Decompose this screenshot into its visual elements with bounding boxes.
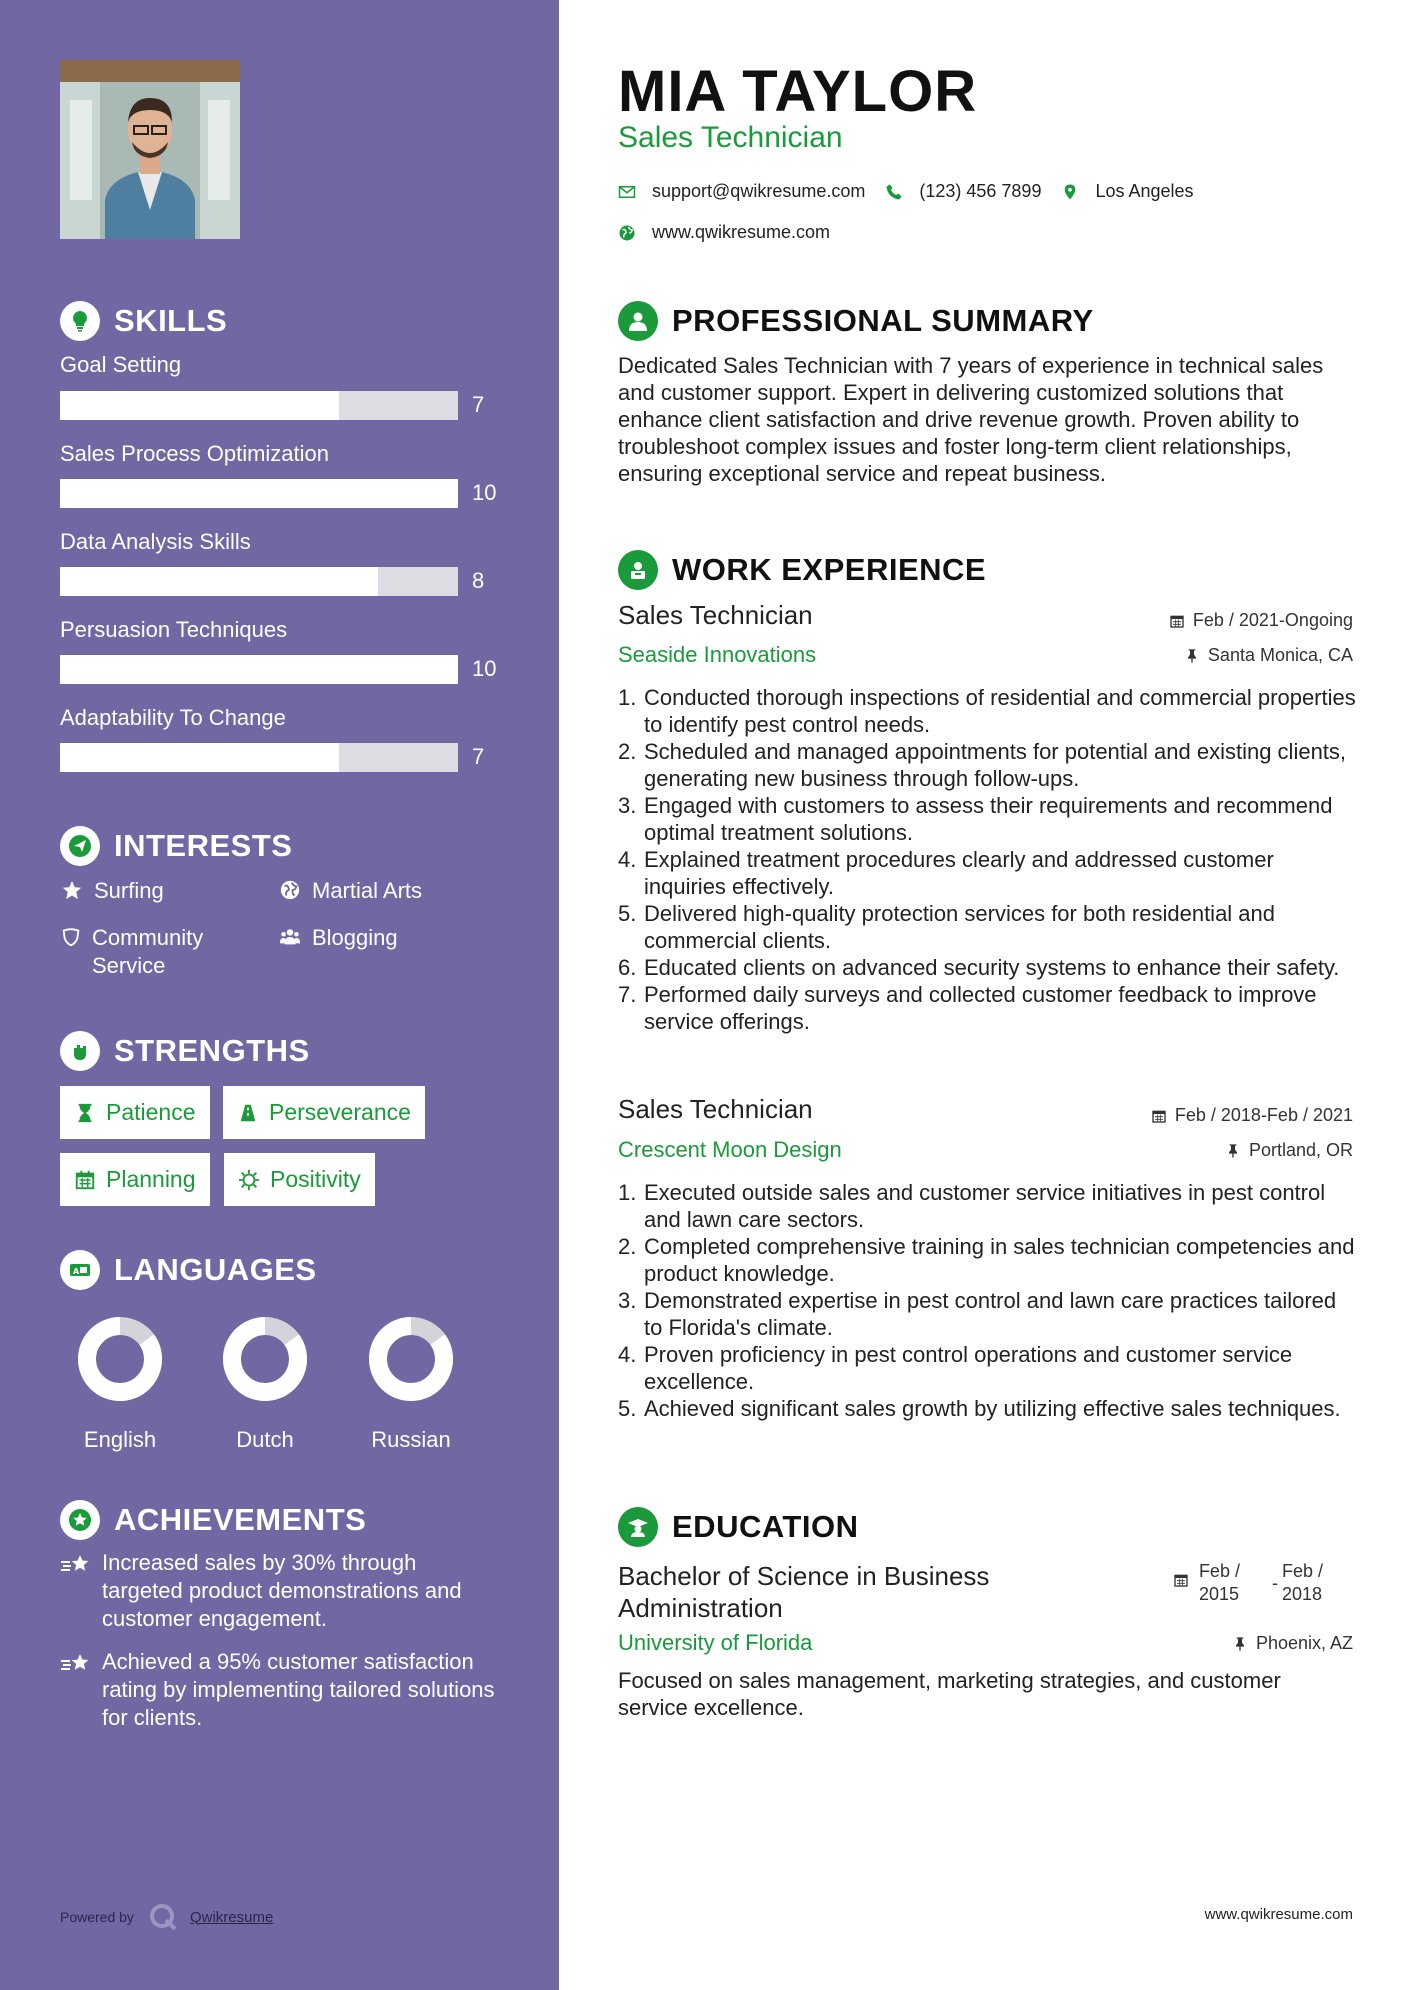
- skill-label: Data Analysis Skills: [60, 529, 251, 554]
- skills-heading-text: SKILLS: [114, 303, 228, 338]
- skill-bar: [60, 655, 458, 684]
- achievement-text: Achieved a 95% customer satisfaction rating by implementing tailored solutions for clients.: [102, 1649, 495, 1730]
- list-item: 4. Proven proficiency in pest control operations and customer service excellence.: [618, 1342, 1293, 1394]
- list-item: 5. Delivered high-quality protection services for both residential and commercial clients.: [618, 901, 1276, 953]
- calendar-icon: [74, 1169, 96, 1191]
- paper-plane-icon: [60, 826, 100, 866]
- qwikresume-link[interactable]: Qwikresume: [189, 1908, 274, 1926]
- language-label: English: [83, 1427, 157, 1452]
- skill-bar: [60, 743, 458, 772]
- job-location-text: Portland, OR: [1248, 1140, 1353, 1160]
- shooting-star-icon: [60, 1549, 92, 1633]
- education-text: Focused on sales management, marketing strategies, and customer service excellence.: [618, 1668, 1281, 1720]
- list-item: 3. Engaged with customers to assess their requirements and recommend optimal treatment solutions.: [618, 793, 1333, 845]
- list-item: 7. Performed daily surveys and collected customer feedback to improve service offerings.: [618, 982, 1317, 1034]
- shooting-star-icon: [60, 1648, 92, 1732]
- job-location: [1184, 645, 1353, 666]
- skill-bar: [60, 479, 458, 508]
- pushpin-icon: [1184, 648, 1200, 664]
- interest-label: Community Service: [92, 925, 204, 978]
- languages-heading-text: LANGUAGES: [114, 1252, 317, 1287]
- education-start: Feb / 2015: [1198, 1561, 1240, 1604]
- language-item: [200, 1315, 330, 1453]
- skill-value: 8: [472, 568, 485, 593]
- calendar-icon: [1151, 1108, 1167, 1124]
- education-heading-text: EDUCATION: [672, 1509, 859, 1544]
- skill-value: 7: [472, 392, 485, 417]
- globe-icon: [618, 224, 638, 242]
- interest-item: [60, 924, 250, 980]
- strength-label: Positivity: [270, 1166, 361, 1192]
- strength-label: Perseverance: [269, 1099, 411, 1125]
- skill-value: 10: [472, 480, 497, 505]
- skill-value: 10: [472, 656, 497, 681]
- education-location-text: Phoenix, AZ: [1255, 1633, 1353, 1653]
- skill-bar-fill: [60, 567, 378, 596]
- strength-badge: [223, 1086, 425, 1139]
- job-company: Seaside Innovations: [618, 642, 817, 667]
- globe-icon: [278, 877, 302, 901]
- interests-heading-text: INTERESTS: [114, 828, 293, 863]
- job-bullets: [618, 684, 1358, 1035]
- skills-heading: [60, 301, 227, 341]
- skill-bar-fill: [60, 479, 458, 508]
- language-ring: [221, 1315, 309, 1403]
- summary-heading: [618, 301, 1094, 341]
- achievements-heading-text: ACHIEVEMENTS: [114, 1502, 367, 1537]
- translate-icon: [60, 1250, 100, 1290]
- experience-heading: [618, 550, 986, 590]
- fist-icon: [60, 1031, 100, 1071]
- hourglass-icon: [74, 1102, 96, 1124]
- strength-badge: [60, 1086, 210, 1139]
- skill-bar-fill: [60, 655, 458, 684]
- skill-label: Persuasion Techniques: [60, 617, 288, 642]
- interests-heading: [60, 826, 292, 866]
- person-name: MIA TAYLOR: [618, 59, 978, 124]
- skill-value: 7: [472, 744, 485, 769]
- person-title: Sales Technician: [618, 121, 843, 154]
- powered-by: [60, 1902, 273, 1932]
- degree-line: Bachelor of Science in Business: [618, 1561, 990, 1591]
- list-item: 5. Achieved significant sales growth by utilizing effective sales techniques.: [618, 1396, 1341, 1421]
- star-icon: [60, 877, 84, 901]
- qwikresume-logo-icon: [148, 1902, 178, 1932]
- user-icon: [618, 301, 658, 341]
- sun-icon: [238, 1169, 260, 1191]
- sidebar: [0, 0, 559, 1990]
- list-item: 4. Explained treatment procedures clearly and addressed customer inquiries effectively.: [618, 847, 1274, 899]
- star-badge-icon: [60, 1500, 100, 1540]
- job-bullets: [618, 1179, 1358, 1422]
- phone-text: (123) 456 7899: [919, 181, 1042, 201]
- users-icon: [278, 924, 302, 948]
- graduate-icon: [618, 1507, 658, 1547]
- strengths-heading-text: STRENGTHS: [114, 1033, 310, 1068]
- pushpin-icon: [1232, 1636, 1248, 1652]
- pushpin-icon: [1225, 1143, 1241, 1159]
- website-row: [618, 222, 830, 243]
- strength-label: Patience: [106, 1099, 196, 1125]
- list-item: 6. Educated clients on advanced security systems to enhance their safety.: [618, 955, 1340, 980]
- envelope-icon: [618, 183, 638, 201]
- skill-bar: [60, 391, 458, 420]
- job-dates: [1151, 1105, 1353, 1126]
- education-heading: [618, 1507, 858, 1547]
- briefcase-user-icon: [618, 550, 658, 590]
- language-item: [346, 1315, 476, 1453]
- job-location: [1225, 1140, 1353, 1161]
- interest-label: Martial Arts: [312, 878, 423, 903]
- language-label: Russian: [371, 1427, 451, 1452]
- job-dates: [1169, 610, 1353, 631]
- experience-heading-text: WORK EXPERIENCE: [672, 552, 987, 587]
- language-label: Dutch: [236, 1427, 294, 1452]
- date-separator: -: [1271, 1573, 1278, 1593]
- achievement-item: [60, 1648, 500, 1732]
- list-item: 1. Executed outside sales and customer service initiatives in pest control and lawn care sectors.: [618, 1180, 1326, 1232]
- phone-icon: [885, 183, 905, 201]
- job-role: Sales Technician: [618, 600, 813, 630]
- lightbulb-icon: [60, 301, 100, 341]
- skill-label: Adaptability To Change: [60, 705, 286, 730]
- strength-badge: [224, 1153, 375, 1206]
- interest-item: [278, 877, 422, 905]
- education-school: University of Florida: [618, 1630, 813, 1655]
- achievements-heading: [60, 1500, 366, 1540]
- education-degree: [618, 1560, 1058, 1624]
- list-item: 1. Conducted thorough inspections of residential and commercial properties to identify pest control needs.: [618, 685, 1356, 737]
- education-end: Feb / 2018: [1281, 1561, 1323, 1604]
- strength-badge: [60, 1153, 210, 1206]
- languages-heading: [60, 1250, 317, 1290]
- contact-row: [618, 181, 1194, 202]
- education-dates: [1173, 1560, 1323, 1606]
- website-link[interactable]: www.qwikresume.com: [652, 222, 831, 242]
- skill-bar-fill: [60, 743, 339, 772]
- interest-item: [60, 877, 164, 905]
- calendar-icon: [1169, 613, 1185, 629]
- achievement-text: Increased sales by 30% through targeted product demonstrations and customer engagement.: [102, 1550, 462, 1631]
- shield-icon: [60, 924, 82, 948]
- interest-label: Blogging: [312, 925, 398, 950]
- summary-heading-text: PROFESSIONAL SUMMARY: [672, 303, 1094, 338]
- language-item: [55, 1315, 185, 1453]
- skill-label: Sales Process Optimization: [60, 441, 329, 466]
- interest-label: Surfing: [94, 878, 164, 903]
- skill-bar-fill: [60, 391, 339, 420]
- calendar-icon: [1173, 1572, 1189, 1588]
- strengths-heading: [60, 1031, 310, 1071]
- email-link[interactable]: support@qwikresume.com: [652, 181, 866, 201]
- skill-label: Goal Setting: [60, 352, 182, 377]
- achievement-item: [60, 1549, 500, 1633]
- svg-text:A: A: [73, 1267, 80, 1276]
- map-pin-icon: [1061, 183, 1081, 201]
- job-role: Sales Technician: [618, 1094, 813, 1124]
- strength-label: Planning: [106, 1166, 196, 1192]
- education-location: [1232, 1633, 1353, 1654]
- road-icon: [237, 1102, 259, 1124]
- interest-item: [278, 924, 398, 952]
- profile-photo-illustration: [60, 60, 240, 239]
- powered-by-text: Powered by: [60, 1909, 134, 1925]
- job-dates-text: Feb / 2021-Ongoing: [1192, 610, 1353, 630]
- location-text: Los Angeles: [1095, 181, 1194, 201]
- summary-text: Dedicated Sales Technician with 7 years of experience in technical sales and customer support. Expert in delivering customized solutions that enhance client satisfaction and drive revenue growth. Proven ability to troubleshoot complex issues and foster long-term client relationships, ensuring exceptional service and repeat business.: [618, 353, 1324, 486]
- list-item: 3. Demonstrated expertise in pest control and lawn care practices tailored to Florida's climate.: [618, 1288, 1337, 1340]
- list-item: 2. Completed comprehensive training in sales technician competencies and product knowledge.: [618, 1234, 1355, 1286]
- language-ring: [76, 1315, 164, 1403]
- profile-photo: [60, 60, 240, 239]
- language-ring: [367, 1315, 455, 1403]
- job-location-text: Santa Monica, CA: [1207, 645, 1353, 665]
- list-item: 2. Scheduled and managed appointments for potential and existing clients, generating new business through follow-ups.: [618, 739, 1347, 791]
- degree-line: Administration: [618, 1593, 783, 1623]
- skill-bar: [60, 567, 458, 596]
- job-company: Crescent Moon Design: [618, 1137, 842, 1162]
- footer-url[interactable]: www.qwikresume.com: [1204, 1906, 1353, 1923]
- job-dates-text: Feb / 2018-Feb / 2021: [1174, 1105, 1353, 1125]
